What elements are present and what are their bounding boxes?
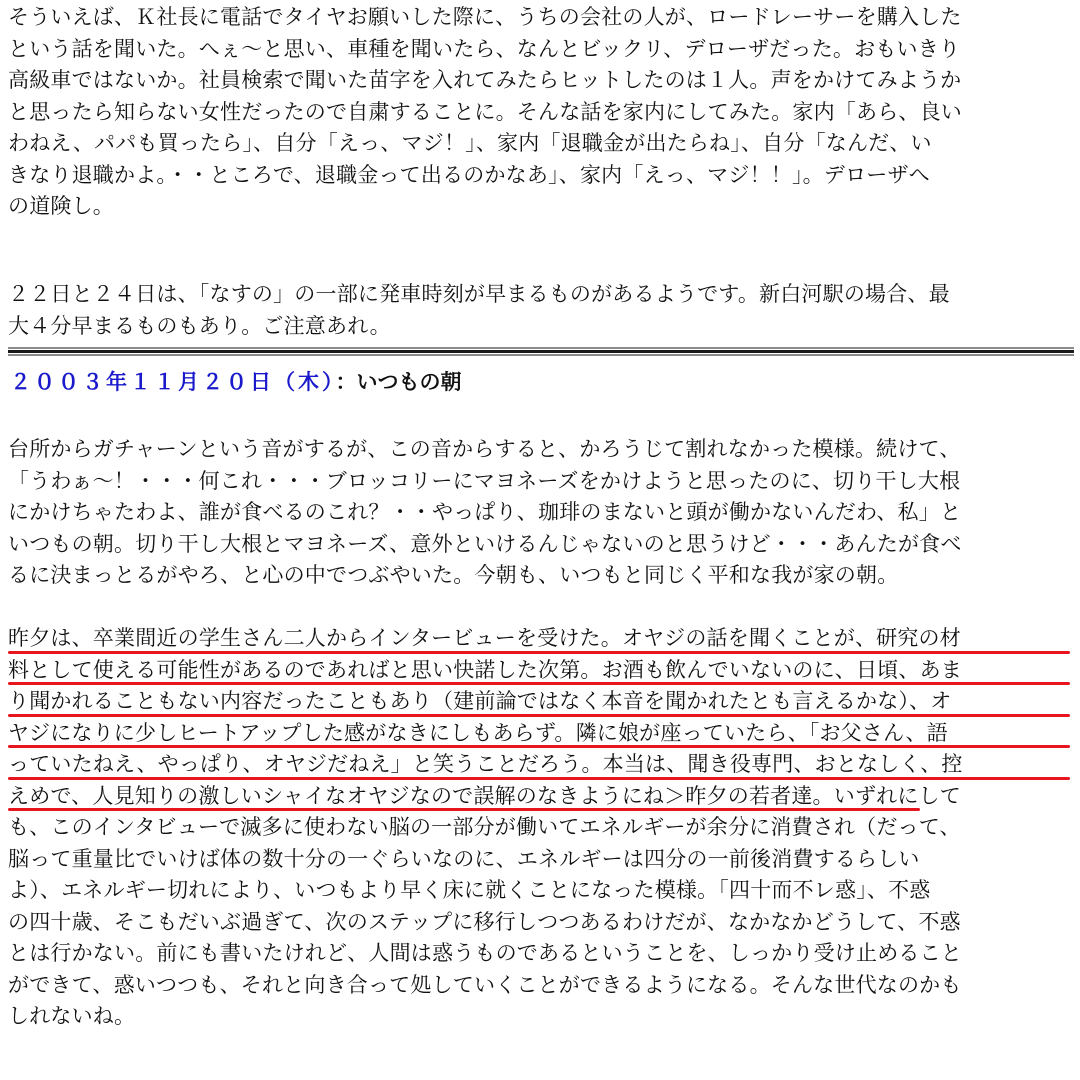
- text-line: 脳って重量比でいけば体の数十分の一ぐらいなのに、エネルギーは四分の一前後消費するらしい: [8, 846, 920, 871]
- red-underline: [8, 808, 920, 811]
- text-line: いつもの朝。切り干し大根とマヨネーズ、意外といけるんじゃないのと思うけど・・・あんたが食べ: [8, 531, 962, 556]
- red-underline: [8, 745, 1070, 748]
- text-line-content: り聞かれることもない内容だったこともあり（建前論ではなく本音を聞かれたとも言えるかな）、オ: [8, 689, 952, 713]
- text-line: わねえ、パパも買ったら」、自分「えっ、マジ！」、家内「退職金が出たらね」、自分「なんだ、い: [8, 131, 932, 155]
- red-underline: [8, 682, 1070, 685]
- paragraph-roadracer: [8, 2, 1070, 223]
- text-line: とは行かない。前にも書いたけれど、人間は惑うものであるということを、しっかり受け止めること: [8, 941, 962, 965]
- text-line-underlined: [8, 623, 1070, 655]
- text-line-underlined: [8, 718, 1070, 750]
- paragraph-nasuno-notice: [8, 279, 1070, 342]
- text-line-content: 料として使える可能性があるのであればと思い快諾した次第。お酒も飲んでいないのに、日頃、あま: [8, 657, 962, 682]
- text-line: も、このインタビューで滅多に使わない脳の一部分が働いてエネルギーが余分に消費され（だって、: [8, 815, 961, 839]
- text-line: 台所からガチャーンという音がするが、この音からすると、かろうじて割れなかった模様。続けて、: [8, 437, 961, 461]
- text-line: ２２日と２４日は、「なすの」の一部に発車時刻が早まるものがあるようです。新白河駅の場合、最: [8, 282, 950, 306]
- text-line-content: 昨夕は、卒業間近の学生さん二人からインタービューを受けた。オヤジの話を聞くことが、研究の材: [8, 626, 961, 650]
- text-line: 高級車ではないか。社員検索で聞いた苗字を入れてみたらヒットしたのは１人。声をかけてみようか: [8, 68, 962, 92]
- text-line-content: ヤジになりに少しヒートアップした感がなきにしもあらず。隣に娘が座っていたら、「お父さん、語: [8, 720, 948, 745]
- text-line-underlined: [8, 781, 1070, 813]
- text-line: にかけちゃたわよ、誰が食べるのこれ？・・やっぱり、珈琲のまないと頭が働かないんだわ、私」と: [8, 500, 962, 524]
- red-underline: [8, 714, 1070, 717]
- section-divider: [8, 347, 1074, 363]
- text-line: という話を聞いた。へぇ～と思い、車種を聞いたら、なんとビックリ、デローザだった。おもいきり: [8, 36, 961, 61]
- text-line-content: えめで、人見知りの激しいシャイなオヤジなので誤解のなきようにね＞昨夕の若者達。いずれにして: [8, 783, 961, 808]
- text-line: 大４分早まるものもあり。ご注意あれ。: [8, 313, 391, 338]
- text-line: るに決まっとるがやろ、と心の中でつぶやいた。今朝も、いつもと同じく平和な我が家の朝。: [8, 563, 899, 587]
- text-line: ができて、惑いつつも、それと向き合って処していくことができるようになる。そんな世代なのかも: [8, 972, 962, 997]
- paragraph-interview: [8, 623, 1070, 1033]
- text-line: しれないね。: [8, 1004, 136, 1028]
- entry-title: ：いつもの朝: [335, 370, 462, 394]
- entry-date: ２００３年１１月２０日（木）: [10, 370, 336, 394]
- text-line-content: っていたねえ、やっぱり、オヤジだねえ」と笑うことだろう。本当は、聞き役専門、おとなしく、控: [8, 752, 963, 776]
- paragraph-morning: [8, 434, 1070, 592]
- red-underline: [8, 777, 1070, 780]
- text-line: きなり退職かよ。・・ところで、退職金って出るのかなあ」、家内「えっ、マジ！！」。デローザへ: [8, 162, 930, 187]
- text-line: そういえば、Ｋ社長に電話でタイヤお願いした際に、うちの会社の人が、ロードレーサーを購入した: [8, 5, 962, 29]
- text-line: 「うわぁ～！・・・何これ・・・ブロッコリーにマヨネーズをかけようと思ったのに、切り干し大根: [8, 468, 961, 493]
- text-line: よ）、エネルギー切れにより、いつもより早く床に就くことになった模様。「四十而不レ惑」、不惑: [8, 878, 931, 902]
- entry-heading: [10, 366, 462, 396]
- text-line-underlined: [8, 749, 1070, 781]
- text-line-underlined: [8, 686, 1070, 718]
- text-line: と思ったら知らない女性だったので自粛することに。そんな話を家内にしてみた。家内「あら、良い: [8, 99, 962, 124]
- text-line: の四十歳、そこもだいぶ過ぎて、次のステップに移行しつつあるわけだが、なかなかどうして、不惑: [8, 909, 961, 934]
- red-underline: [8, 651, 1070, 654]
- text-line: の道険し。: [8, 194, 114, 218]
- text-line-underlined: [8, 655, 1070, 687]
